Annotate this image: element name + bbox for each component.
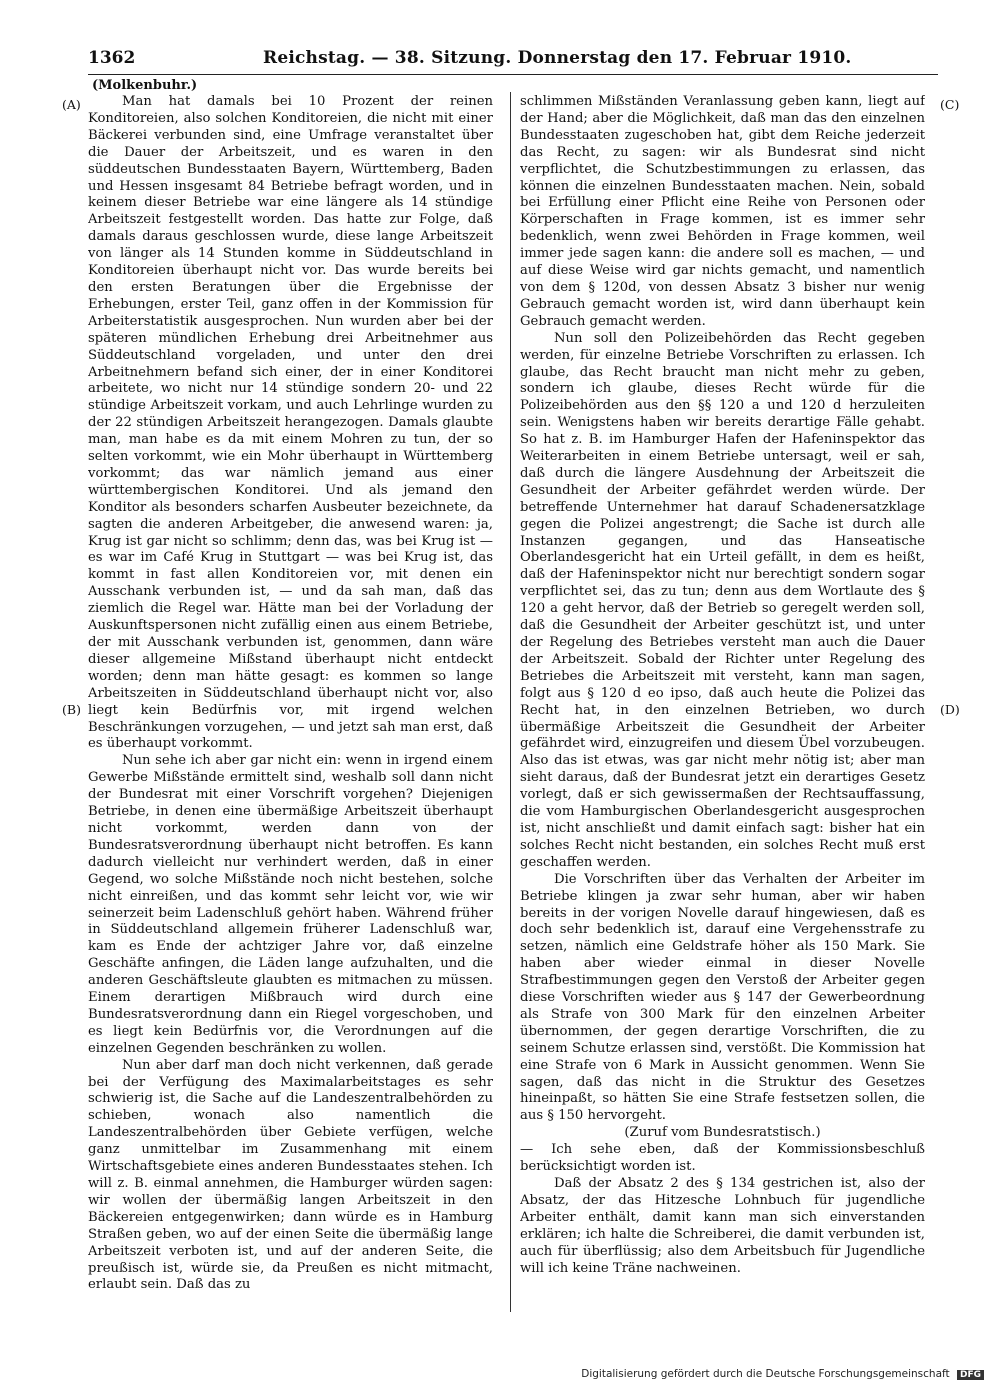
paragraph: Nun aber darf man doch nicht verkennen, daß gerade bei der Verfügung des Maximalarbeitstages es sehr schwierig ist, die Sache auf die Landeszentralbehörden zu schieben, wonach also namentlich die Landeszentralbehörden über Gebiete verfügen, welche ganz unmittelbar im Zusammenhang mit einem Wirtschaftsgebiete eines anderen Bundesstaates stehen. Ich will z. B. einmal annehmen, die Hamburger würden sagen: wir wollen der übermäßig langen Arbeitszeit in den Bäckereien entgegenwirken; dann würde es in Hamburg Straßen geben, wo auf der einen Seite die übermäßig lange Arbeitszeit verboten ist, und auf der anderen Seite, die preußisch ist, würde sie, da Preußen es nicht mitmacht, erlaubt sein. Daß das zu (88, 1057, 493, 1293)
left-column (88, 94, 493, 1334)
interjection: (Zuruf vom Bundesratstisch.) (624, 1125, 821, 1141)
paragraph: Daß der Absatz 2 des § 134 gestrichen ist, also der Absatz, der das Hitzesche Lohnbuch für jugendliche Arbeiter enthält, damit kann man sich einverstanden erklären; ich halte die Schreiberei, die damit verbunden ist, auch für überflüssig; also dem Arbeitsbuch für Jugendliche will ich keine Träne nachweinen. (520, 1176, 925, 1276)
margin-mark-d: (D) (940, 702, 960, 717)
column-divider (510, 92, 511, 1312)
speaker-name: (Molkenbuhr.) (92, 78, 198, 93)
dfg-logo: DFG (957, 1370, 984, 1380)
page-number: 1362 (88, 48, 136, 68)
footer-credit (581, 1368, 984, 1380)
running-head: Reichstag. — 38. Sitzung. Donnerstag den 17. Februar 1910. (263, 48, 852, 68)
paragraph: schlimmen Mißständen Veranlassung geben kann, liegt auf der Hand; aber die Möglichkeit, daß man das den einzelnen Bundesstaaten zugeschoben hat, gibt dem Reiche jederzeit das Recht, zu sagen: wir als Bundesrat sind nicht verpflichtet, die Schutzbestimmungen zu erlassen, das können die einzelnen Bundesstaaten machen. Nein, sobald bei Erfüllung einer Pflicht eine Reihe von Personen oder Körperschaften in Frage kommen, ist es immer sehr bedenklich, wenn zwei Behörden in Frage kommen, weil immer jede sagen kann: die andere soll es machen, — und auf diese Weise wird gar nichts gemacht, und namentlich von dem § 120d, von dessen Absatz 3 bisher nur wenig Gebrauch gemacht worden ist, wird dann überhaupt kein Gebrauch gemacht werden. (520, 94, 925, 329)
paragraph: Man hat damals bei 10 Prozent der reinen Konditoreien, also solchen Konditoreien, die nicht mit einer Bäckerei verbunden sind, eine Umfrage veranstaltet über die Dauer der Arbeitszeit, und es waren in den süddeutschen Bundesstaaten Bayern, Württemberg, Baden und Hessen insgesamt 84 Betriebe befragt worden, und in keinem dieser Betriebe war eine längere als 14 stündige Arbeitszeit festgestellt worden. Das hatte zur Folge, daß damals daraus geschlossen wurde, diese lange Arbeitszeit von länger als 14 Stunden komme in Süddeutschland in Konditoreien überhaupt nicht vor. Das wurde bereits bei den ersten Beratungen über die Ergebnisse der Erhebungen, erster Teil, ganz offen in der Kommission für Arbeiterstatistik ausgesprochen. Nun wurden aber bei der späteren mündlichen Erhebung drei Arbeitnehmer aus Süddeutschland vorgeladen, und unter den drei Arbeitnehmern befand sich einer, der in einer Konditorei arbeitete, wo nicht nur 14 stündige sondern 20- und 22 stündige Arbeitszeit vorkam, und auch Lehrlinge wurden zu der 22 stündigen Arbeitszeit herangezogen. Damals glaubte man, man habe es da mit einem Mohren zu tun, der so selten vorkommt, wie ein Mohr überhaupt in Württemberg vorkommt; das war nämlich jemand aus einer württembergischen Konditorei. Und als jemand den Konditor als besonders scharfen Ausbeuter bezeichnete, da sagten die anderen Arbeitgeber, die anwesend waren: ja, Krug ist gar nicht so schlimm; denn das, was bei Krug ist — es war im Café Krug in Stuttgart — was bei Krug ist, das kommt in fast allen Konditoreien vor, mit denen ein Ausschank verbunden ist, — und da sah man, daß das ziemlich die Regel war. Hätte man bei der Vorladung der Auskunftspersonen nicht zufällig einen aus einem Betriebe, der mit Ausschank verbunden ist, genommen, dann wäre dieser allgemeine Mißstand überhaupt nicht entdeckt worden; denn man hätte gesagt: es kommen so lange Arbeitszeiten in Süddeutschland überhaupt nicht vor, also liegt kein Bedürfnis vor, mit irgend welchen Beschränkungen vorzugehen, — und jetzt sah man erst, daß es überhaupt vorkommt. (88, 94, 493, 752)
paragraph: — Ich sehe eben, daß der Kommissionsbeschluß berücksichtigt worden ist. (520, 1142, 925, 1175)
page-header (88, 48, 938, 74)
right-column (520, 94, 925, 1314)
margin-mark-c: (C) (940, 97, 960, 112)
header-rule (88, 74, 938, 75)
paragraph: Die Vorschriften über das Verhalten der Arbeiter im Betriebe klingen ja zwar sehr human, aber wir haben bereits in der vorigen Novelle darauf hingewiesen, daß es doch sehr bedenklich ist, darauf eine Vergehensstrafe zu setzen, nämlich eine Geldstrafe höher als 150 Mark. Sie haben aber wieder einmal in dieser Novelle Strafbestimmungen gegen den Verstoß der Arbeiter gegen diese Vorschriften wieder aus § 147 der Gewerbeordnung als Strafe von 300 Mark für den einzelnen Arbeiter übernommen, der gegen derartige Vorschriften, die zu seinem Schutze erlassen sind, verstößt. Die Kommission hat eine Strafe von 6 Mark in Aussicht genommen. Wenn Sie sagen, daß das nicht in die Struktur des Gesetzes hineinpaßt, so hätten Sie eine Strafe festsetzen sollen, die aus § 150 hervorgeht. (520, 871, 925, 1124)
margin-mark-a: (A) (62, 97, 81, 112)
margin-mark-b: (B) (62, 702, 81, 717)
paragraph: Nun sehe ich aber gar nicht ein: wenn in irgend einem Gewerbe Mißstände ermittelt sind, weshalb soll dann nicht der Bundesrat mit einer Vorschrift vorgehen? Diejenigen Betriebe, in denen eine übermäßige Arbeitszeit überhaupt nicht vorkommt, werden dann von der Bundesratsverordnung überhaupt nicht betroffen. Es kann dadurch vielleicht nur verhindert werden, daß in einer Gegend, wo solche Mißstände noch nicht bestehen, solche nicht einreißen, und das kommt sehr leicht vor, wie wir seinerzeit beim Ladenschluß gehört haben. Während früher in Süddeutschland allgemein früherer Ladenschluß war, kam es Ende der achtziger Jahre vor, daß einzelne Geschäfte anfingen, die Läden lange aufzuhalten, und die anderen Geschäftsleute glaubten es mitmachen zu müssen. Einem derartigen Mißbrauch wird durch eine Bundesratsverordnung dann ein Riegel vorgeschoben, und es liegt kein Bedürfnis vor, die Verordnungen auf die einzelnen Gegenden beschränken zu wollen. (88, 753, 493, 1056)
footer-text: Digitalisierung gefördert durch die Deutsche Forschungsgemeinschaft (581, 1368, 950, 1380)
paragraph: Nun soll den Polizeibehörden das Recht gegeben werden, für einzelne Betriebe Vorschriften zu erlassen. Ich glaube, das Recht braucht man nicht mehr zu geben, sondern ich glaube, dieses Recht würde für die Polizeibehörden aus den §§ 120 a und 120 d herzuleiten sein. Wenigstens haben wir bereits derartige Fälle gehabt. So hat z. B. im Hamburger Hafen der Hafeninspektor das Weiterarbeiten in einem Betriebe untersagt, weil er sah, daß durch die längere Ausdehnung der Arbeitszeit die Gesundheit der Arbeiter gefährdet werden würde. Der betreffende Unternehmer hat darauf Schadenersatzklage gegen die Polizei angestrengt; die Sache ist durch alle Instanzen gegangen, und das Hanseatische Oberlandesgericht hat ein Urteil gefällt, in dem es heißt, daß der Hafeninspektor nicht nur berechtigt sondern sogar verpflichtet sei, das zu tun; denn aus dem Wortlaute des § 120 a geht hervor, daß der Betrieb so geregelt werden soll, daß die Gesundheit der Arbeiter geschützt ist, und unter der Regelung des Betriebes versteht man auch die Dauer der Arbeitszeit. Sobald der Richter unter Regelung des Betriebes die Arbeitszeit mit versteht, kann man sagen, folgt aus § 120 d eo ipso, daß auch heute die Polizei das Recht hat, in den einzelnen Betrieben, wo durch übermäßige Arbeitszeit die Gesundheit der Arbeiter gefährdet wird, einzugreifen und diesem Übel vorzubeugen. Also das ist etwas, was gar nicht mehr nötig ist; aber man sieht daraus, daß der Bundesrat jetzt ein derartiges Gesetz vorlegt, daß er sich gewissermaßen der Rechtsauffassung, die vom Hamburgischen Oberlandesgericht ausgesprochen ist, nicht anschließt und damit einfach sagt: bisher hat ein solches Recht nicht bestanden, ein solches Recht muß erst geschaffen werden. (520, 330, 925, 870)
